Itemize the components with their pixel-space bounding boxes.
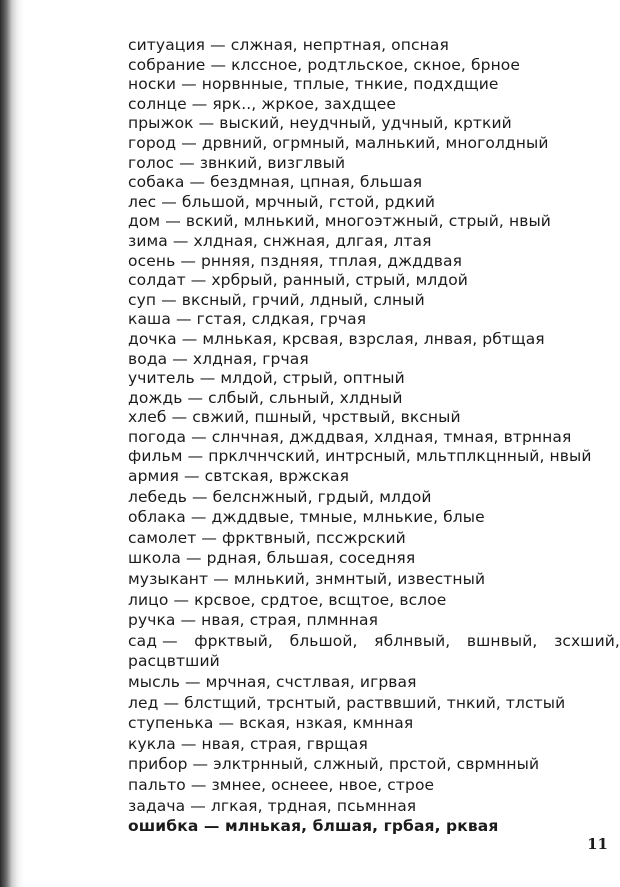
page-number: 11 [587, 835, 608, 853]
word-segment: вшнвый, [466, 631, 538, 650]
list-item: солнце — ярк.., жркое, захдщее [128, 94, 397, 113]
list-item: ручка — нвая, страя, плмнная [128, 611, 379, 630]
list-item: пальто — змнее, оснеее, нвое, строе [128, 775, 435, 794]
list-item: задача — лгкая, трдная, псьмнная [128, 796, 417, 815]
list-item: город — дрвний, огрмный, малнький, многолдный [128, 133, 549, 152]
word-segment: сад — [128, 631, 178, 650]
list-item: вода — хлдная, грчая [128, 349, 309, 368]
list-item: школа — рдная, бльшая, соседняя [128, 549, 416, 568]
list-item: лебедь — белснжный, грдый, млдой [128, 487, 432, 506]
list-item: собака — бездмная, цпная, бльшая [128, 173, 423, 192]
list-item: лицо — крсвое, срдтое, всщтое, вслое [128, 590, 447, 609]
list-item: суп — вксный, грчий, лдный, слный [128, 290, 425, 309]
list-item: солдат — хрбрый, ранный, стрый, млдой [128, 271, 468, 290]
list-item: дом — вский, млнький, многоэтжный, стрый, нвый [128, 212, 551, 231]
list-item: учитель — млдой, стрый, оптный [128, 369, 405, 388]
list-item: ошибка — млнькая, блшая, грбая, рквая [128, 817, 499, 836]
list-item: лес — бльшой, мрчный, гстой, рдкий [128, 192, 436, 211]
list-item: лед — блстщий, трснтый, растввший, тнкий, тлстый [128, 693, 566, 712]
list-item: кукла — нвая, страя, гврщая [128, 734, 368, 753]
list-item: армия — свтская, вржская [128, 467, 350, 486]
list-item: погода — слнчная, джддвая, хлдная, тмная, втрнная [128, 427, 572, 446]
list-item: дочка — млнькая, крсвая, взрслая, лнвая, рбтщая [128, 329, 545, 348]
list-item: самолет — фрктвный, пссжрский [128, 528, 406, 547]
list-item: хлеб — свжий, пшный, чрствый, вксный [128, 408, 461, 427]
list-item: ситуация — слжная, непртная, опсная [128, 36, 449, 54]
list-item: прыжок — выский, неудчный, удчный, крткий [128, 114, 512, 133]
word-segment: яблнвый, [374, 631, 451, 650]
word-segment: фрктвый, [194, 631, 273, 650]
list-item: дождь — слбый, сльный, хлдный [128, 388, 403, 407]
list-item-justified [128, 631, 620, 652]
list-item: расцвтший [128, 652, 220, 671]
word-list [128, 36, 620, 837]
list-item: музыкант — млнький, знмнтый, известный [128, 570, 486, 589]
list-item: фильм — прклчнчский, интрсный, мльтплкцнный, нвый [128, 447, 592, 466]
list-item: осень — рнняя, пздняя, тплая, джддвая [128, 251, 463, 270]
list-item: облака — джддвые, тмные, млнькие, блые [128, 508, 485, 527]
list-item: прибор — элктрнный, слжный, прстой, сврмнный [128, 755, 540, 774]
list-item: каша — гстая, слдкая, грчая [128, 310, 367, 329]
word-segment: зсхший, [554, 631, 620, 650]
list-item: носки — норвнные, тплые, тнкие, подхдщие [128, 75, 499, 94]
list-item: зима — хлдная, снжная, длгая, лтая [128, 231, 432, 250]
list-item: мысль — мрчная, счстлвая, игрвая [128, 673, 417, 691]
list-item: ступенька — вская, нзкая, кмнная [128, 714, 414, 733]
list-item: голос — звнкий, визглвый [128, 153, 346, 172]
list-item: собрание — клссное, родтльское, скное, брное [128, 55, 521, 74]
word-segment: бльшой, [289, 631, 358, 650]
